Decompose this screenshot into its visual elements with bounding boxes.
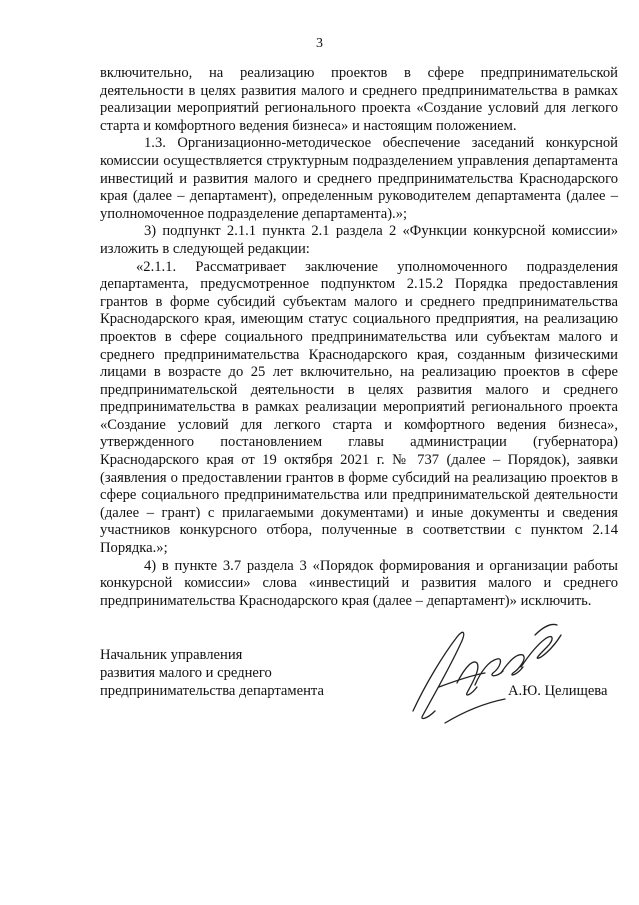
paragraph-quoted-2-1-1: «2.1.1. Рассматривает заключение уполномоченного подразделения департамента, предусмотренное подпунктом 2.15.2 Порядка предоставления грантов в форме субсидий субъектам малого и среднего предпринимательства Краснодарского края, имеющим статус социального предприятия, на реализацию проектов в сфере социального предпринимательства или субъектам малого и среднего предпринимательства Краснодарского края, созданным физическими лицами в возрасте до 25 лет включительно, на реализацию проектов в сфере предпринимательской деятельности в целях развития малого и среднего предпринимательства в рамках реализации мероприятий регионального проекта «Создание условий для легкого старта и комфортного ведения бизнеса», утвержденного постановлением главы администрации (губернатора) Краснодарского края от 19 октября 2021 г. № 737 (далее – Порядок), заявки (заявления о предоставлении грантов в форме субсидий на реализацию проектов в сфере социального предпринимательства или предпринимательской деятельности (далее – грант) с прилагаемыми документами) и иные документы и сведения участников конкурсного отбора, полученные в соответствии с пунктом 2.14 Порядка.»;	[100, 258, 618, 557]
signatory-name: А.Ю. Целищева	[508, 683, 608, 699]
paragraph-item-4: 4) в пункте 3.7 раздела 3 «Порядок формирования и организации работы конкурсной комиссии» слова «инвестиций и развития малого и среднего предпринимательства Краснодарского края (далее – департамент)» исключить.	[100, 557, 618, 609]
page-number: 3	[316, 36, 323, 51]
paragraph-continuation: включительно, на реализацию проектов в сфере предпринимательской деятельности в целях развития малого и среднего предпринимательства в рамках реализации мероприятий регионального проекта «Создание условий для легкого старта и комфортного ведения бизнеса» и настоящим положением.	[100, 65, 618, 134]
handwritten-signature	[405, 615, 565, 730]
position-line: развития малого и среднего	[100, 665, 272, 681]
position-line: предпринимательства департамента	[100, 683, 324, 699]
signatory-position	[100, 646, 324, 700]
document-body	[100, 65, 618, 610]
paragraph-1-3: 1.3. Организационно-методическое обеспечение заседаний конкурсной комиссии осуществляется структурным подразделением управления департамента инвестиций и развития малого и среднего предпринимательства Краснодарского края (далее – департамент), определенным руководителем департамента (далее – уполномоченное подразделение департамента).»;	[100, 135, 618, 222]
paragraph-item-3: 3) подпункт 2.1.1 пункта 2.1 раздела 2 «Функции конкурсной комиссии» изложить в следующей редакции:	[100, 223, 618, 257]
position-line: Начальник управления	[100, 647, 243, 663]
